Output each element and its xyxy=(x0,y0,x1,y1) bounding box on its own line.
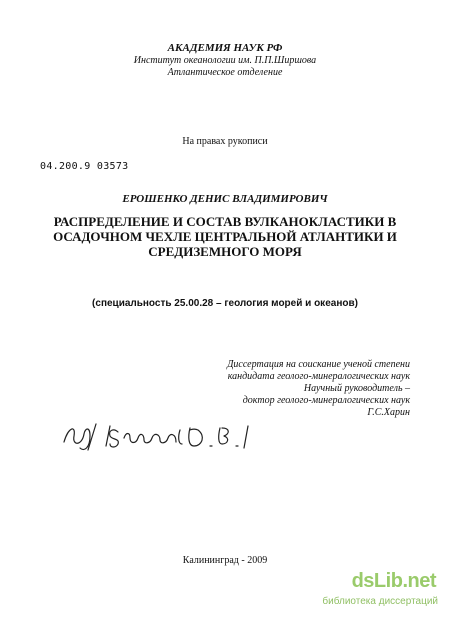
dissertation-info-line: Г.С.Харин xyxy=(367,407,410,418)
title-line: СРЕДИЗЕМНОГО МОРЯ xyxy=(148,244,302,259)
signature-drawing xyxy=(60,418,270,454)
watermark-subtitle: библиотека диссертаций xyxy=(322,596,438,607)
dissertation-info-line: кандидата геолого-минералогических наук xyxy=(227,371,410,382)
dissertation-title xyxy=(50,214,400,259)
dissertation-info-line: Научный руководитель – xyxy=(303,383,410,394)
watermark xyxy=(296,570,446,612)
institute-name: Институт океанологии им. П.П.Ширшова xyxy=(133,55,317,66)
title-line: ОСАДОЧНОМ ЧЕХЛЕ ЦЕНТРАЛЬНОЙ АТЛАНТИКИ И xyxy=(53,229,397,244)
watermark-logo-main: dsLib xyxy=(351,570,403,592)
watermark-logo-suffix: .net xyxy=(402,570,436,592)
watermark-logo xyxy=(352,570,436,593)
dissertation-info xyxy=(170,359,410,419)
dissertation-info-line: доктор геолого-минералогических наук xyxy=(242,395,410,406)
city-year: Калининград - 2009 xyxy=(182,555,268,566)
rights-note: На правах рукописи xyxy=(182,136,268,147)
author-name: ЕРОШЕНКО ДЕНИС ВЛАДИМИРОВИЧ xyxy=(122,193,328,205)
dissertation-info-line: Диссертация на соискание ученой степени xyxy=(227,359,410,370)
title-line: РАСПРЕДЕЛЕНИЕ И СОСТАВ ВУЛКАНОКЛАСТИКИ В xyxy=(53,214,397,229)
academy-name: АКАДЕМИЯ НАУК РФ xyxy=(167,42,283,54)
document-number: 04.200.9 03573 xyxy=(40,161,129,172)
department-name: Атлантическое отделение xyxy=(167,67,283,78)
handwritten-signature xyxy=(60,418,270,454)
specialty-line: (специальность 25.00.28 – геология морей и океанов) xyxy=(92,298,358,309)
